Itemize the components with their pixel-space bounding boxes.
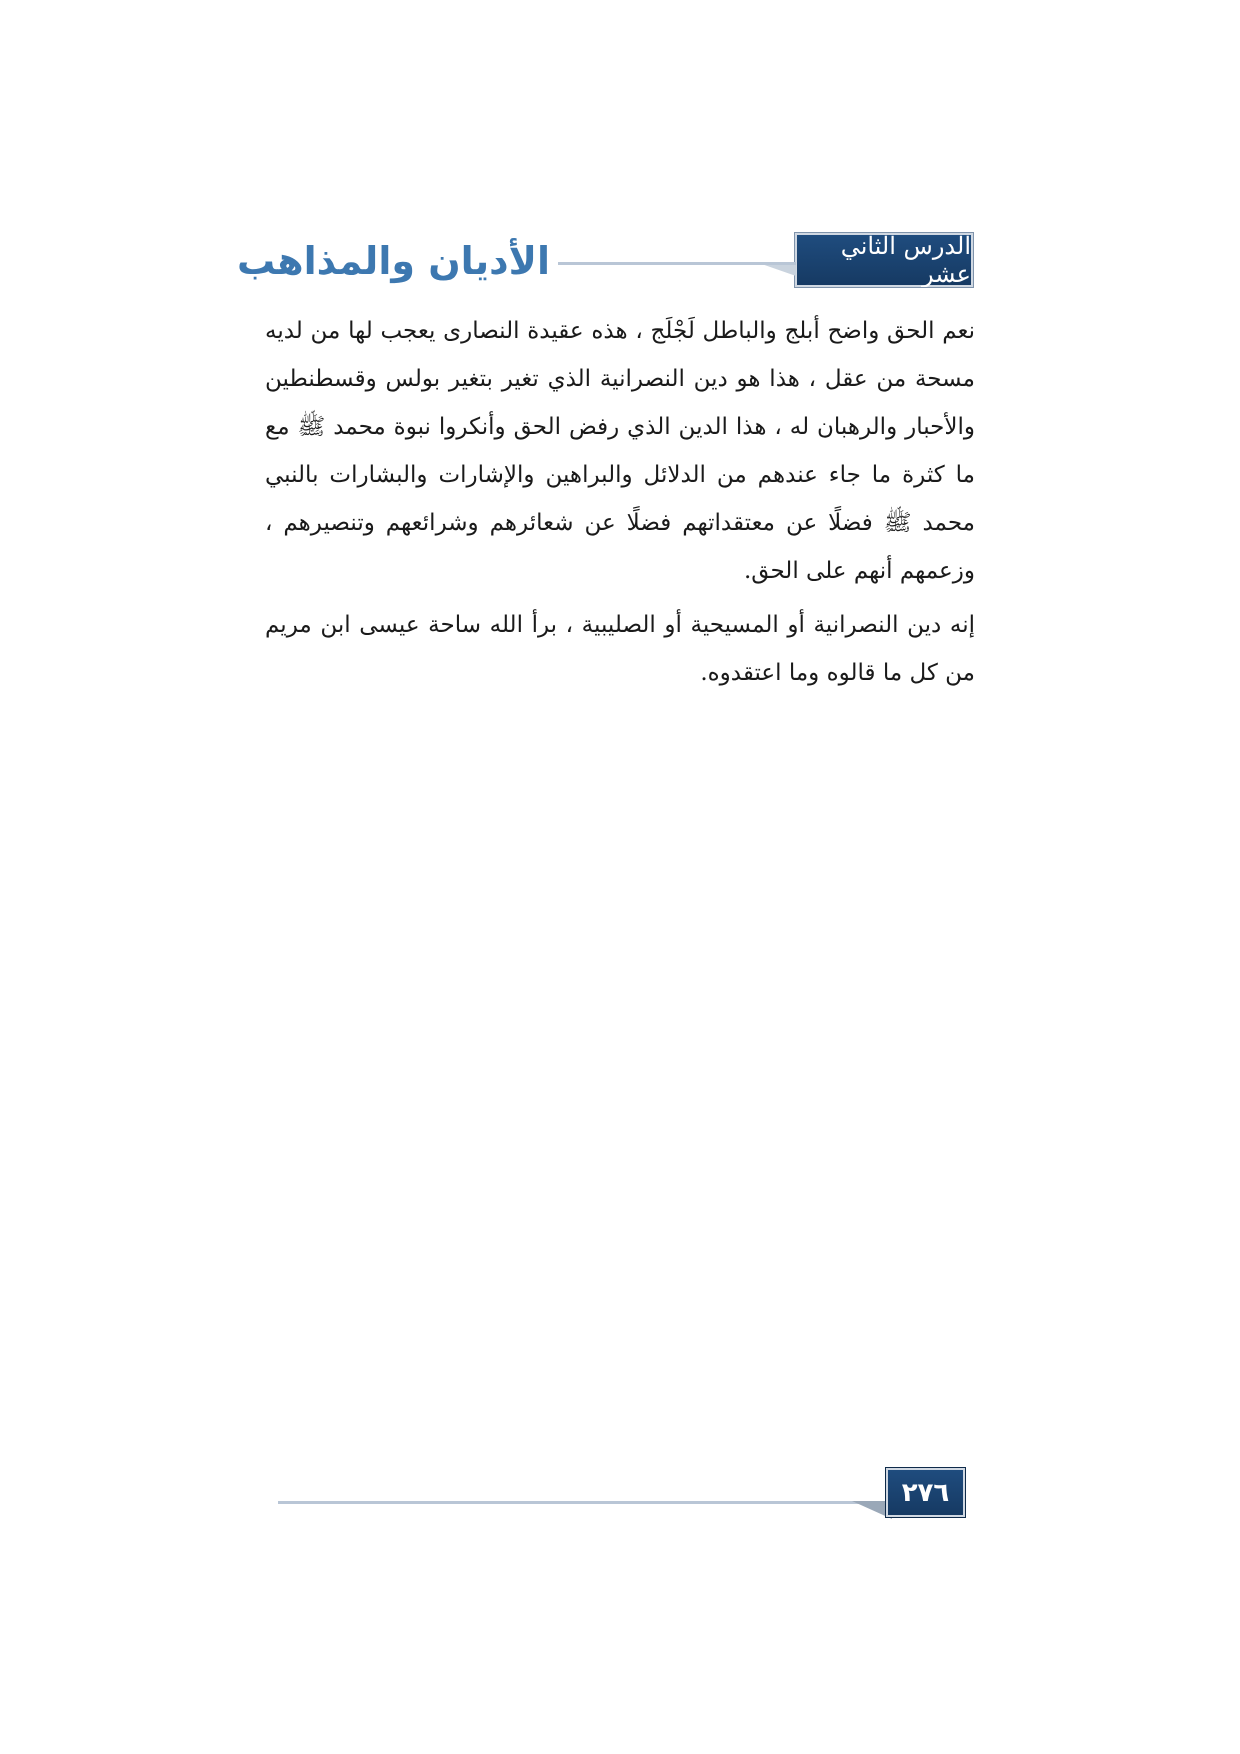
- lesson-badge: الدرس الثاني عشر: [795, 233, 973, 287]
- footer-divider: [278, 1501, 896, 1504]
- paragraph: نعم الحق واضح أبلج والباطل لَجْلَج ، هذه عقيدة النصارى يعجب لها من لديه مسحة من عقل ، هذا هو دين النصرانية الذي تغير بتغير بولس وقسطنطين والأحبار والرهبان له ، هذا الدين الذي رفض الحق وأنكروا نبوة محمد ﷺ مع ما كثرة ما جاء عندهم من الدلائل والبراهين والإشارات والبشارات بالنبي محمد ﷺ فضلًا عن معتقداتهم فضلًا عن شعائرهم وشرائعهم وتنصيرهم ، وزعمهم أنهم على الحق.: [265, 318, 975, 584]
- header-divider: [558, 262, 796, 265]
- page-number: ٢٧٦: [886, 1468, 965, 1517]
- book-title: الأديان والمذاهب: [237, 239, 550, 283]
- page-body: [265, 307, 975, 697]
- paragraph: إنه دين النصرانية أو المسيحية أو الصليبية ، برأ الله ساحة عيسى ابن مريم من كل ما قالوه وما اعتقدوه.: [265, 612, 975, 686]
